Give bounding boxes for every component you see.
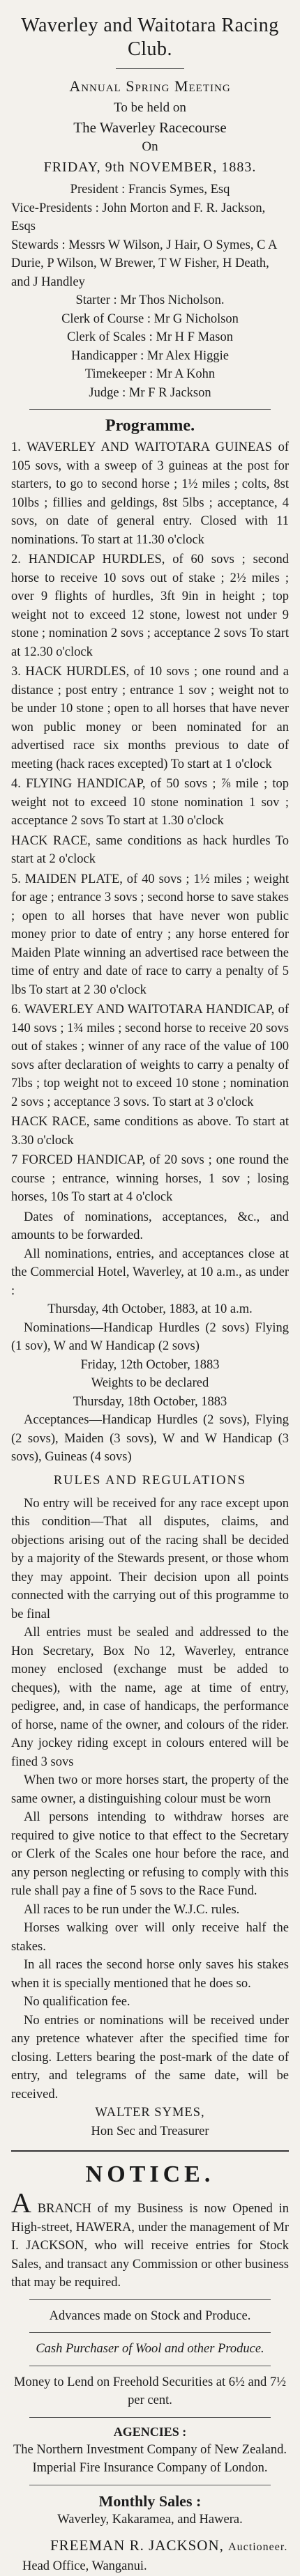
official-handicapper: Handicapper : Mr Alex Higgie <box>70 348 230 363</box>
programme-heading: Programme. <box>105 417 195 435</box>
on-line: On <box>142 139 158 154</box>
branch-text: BRANCH of my Business is now Opened in High-street, HAWERA, under the management of Mr I. JACKSON, who will receive entries for Stock Sales, and transact any Commission or other business that may be required. <box>11 2202 290 2290</box>
race-item: 6. WAVERLEY AND WAITOTARA HANDICAP, of 140 sovs ; 1¾ miles ; second horse to receive 20 sovs out of stakes ; winner of any race of the value of 100 sovs after declaration of weights to carry a penalty of 7lbs ; top weight not to exceed 10 stone ; nomination 2 sovs ; acceptance 3 sovs. To start at 3 o'clock <box>11 1003 289 1109</box>
rule-paragraph: No qualification fee. <box>24 1995 130 2009</box>
official-starter: Starter : Mr Thos Nicholson. <box>75 293 225 307</box>
auctioneer-title: Auctioneer. <box>228 2541 288 2553</box>
race-item: 4. FLYING HANDICAP, of 50 sovs ; ⅞ mile ; top weight not to exceed 10 stone nomination 1 sov ; acceptance 2 sovs To start at 1.30 o'clock <box>11 777 289 828</box>
rule-paragraph: When two or more horses start, the property of the same owner, a distinguishing colour must be worn <box>11 1773 289 1806</box>
agencies-heading: AGENCIES : <box>113 2424 187 2439</box>
official-timekeeper: Timekeeper : Mr A Kohn <box>84 367 216 381</box>
rule-paragraph: All entries must be sealed and addressed to the Hon Secretary, Box No 12, Waverley, entrance money enclosed (exchange must be added to cheques), with the name, age at time of entry, pedigree, and, in case of handicaps, the performance of horse, name of the owner, and colours of the rider. Any jockey riding except in colours entered will be fined 3 sovs <box>11 1626 289 1769</box>
rule-paragraph: All persons intending to withdraw horses are required to give notice to that effect to the Secretary or Clerk of the Scales one hour before the race, and any person neglecting or refusing to comply with this rule shall pay a fine of 5 sovs to the Race Fund. <box>11 1810 289 1898</box>
monthly-sales-heading: Monthly Sales : <box>98 2492 202 2510</box>
entry-date-line: Thursday, 4th October, 1883, at 10 a.m. <box>47 1302 253 1316</box>
rule-paragraph: No entries or nominations will be received under any pretence whatever after the specified time for closing. Letters bearing the post-mark of the date of entry, and telegrams of the same date, will be received. <box>11 2013 289 2101</box>
official-clerk-of-scales: Clerk of Scales : Mr H F Mason <box>67 330 233 344</box>
divider <box>29 2332 271 2333</box>
signature-title: Hon Sec and Treasurer <box>91 2124 209 2138</box>
entry-date-line: Friday, 12th October, 1883 <box>80 1357 220 1372</box>
divider <box>29 409 271 410</box>
signature-name: WALTER SYMES, <box>95 2106 205 2120</box>
entry-paragraph: Nominations—Handicap Hurdles (2 sovs) Flying (1 sov), W and W Handicap (2 sovs) <box>11 1320 289 1353</box>
divider <box>29 2417 271 2418</box>
entry-dates <box>11 1208 289 1467</box>
drop-cap: A <box>11 2187 31 2219</box>
rule-paragraph: No entry will be received for any race except upon this condition—That all disputes, claims, and objections arising out of the racing shall be decided by a majority of the Stewards present, or those whom they may appoint. Their decision upon all points connected with the carrying out of this programme to be final <box>11 1496 289 1621</box>
head-office: Head Office, Wanganui. <box>22 2559 147 2573</box>
rule-paragraph: All races to be run under the W.J.C. rules. <box>24 1902 240 1917</box>
money-to-lend-line: Money to Lend on Freehold Securities at 6½ and 7½ per cent. <box>14 2375 286 2407</box>
club-title: Waverley and Waitotara Racing Club. <box>21 15 279 60</box>
rule-paragraph: Horses walking over will only receive half the stakes. <box>11 1921 289 1954</box>
auctioneer-name: FREEMAN R. JACKSON, <box>50 2537 224 2554</box>
branch-paragraph <box>11 2187 290 2292</box>
rule-paragraph: In all races the second horse only saves his stakes when it is specially mentioned that he does so. <box>11 1958 289 1991</box>
divider <box>29 2299 271 2300</box>
racecourse-name: The Waverley Racecourse <box>73 119 227 136</box>
race-item: HACK RACE, same conditions as hack hurdles To start at 2 o'clock <box>11 833 289 866</box>
notice-heading: NOTICE. <box>85 2161 215 2187</box>
monthly-sales-places: Waverley, Kakaramea, and Hawera. <box>57 2512 243 2527</box>
divider <box>116 68 184 69</box>
race-item: 7 FORCED HANDICAP, of 20 sovs ; one round the course ; entrance, winning horses, 1 sov ; losing horses, 10s To start at 4 o'clock <box>11 1153 289 1204</box>
entry-paragraph: Dates of nominations, acceptances, &c., and amounts to be forwarded. <box>11 1210 289 1242</box>
section-divider <box>11 2150 289 2152</box>
rules-list <box>11 1495 289 2104</box>
rules-heading: RULES AND REGULATIONS <box>53 1473 247 1488</box>
race-item: 1. WAVERLEY AND WAITOTARA GUINEAS of 105 sovs, with a sweep of 3 guineas at the post for starters, to go to second horse ; 1½ miles ; colts, 8st 10lbs ; fillies and geldings, 8st 5lbs ; acceptance, 4 sovs, on date of general entry. Closed with 11 nominations. To start at 11.30 o'clock <box>11 440 289 547</box>
meeting-date: FRIDAY, 9th NOVEMBER, 1883. <box>43 160 257 175</box>
entry-date-line: Thursday, 18th October, 1883 <box>73 1394 227 1409</box>
agency-item: Imperial Fire Insurance Company of London. <box>32 2461 268 2475</box>
entry-paragraph: Acceptances—Handicap Hurdles (2 sovs), Flying (2 sovs), Maiden (3 sovs), W and W Handicap (3 sovs), Guineas (4 sovs) <box>11 1413 289 1464</box>
officials-list <box>11 180 289 402</box>
official-stewards: Stewards : Messrs W Wilson, J Hair, O Symes, C A Durie, P Wilson, W Brewer, T W Fisher, H Death, and J Handley <box>11 238 277 289</box>
race-list <box>11 438 289 1207</box>
race-item: 2. HANDICAP HURDLES, of 60 sovs ; second horse to receive 10 sovs out of stake ; 2½ miles ; over 9 flights of hurdles, 3ft 9in in height ; top weight not to exceed 12 stone, lowest not under 9 stone ; nomination 2 sovs ; acceptance 2 sovs To start at 12.30 o'clock <box>11 553 289 659</box>
race-item: 3. HACK HURDLES, of 10 sovs ; one round and a distance ; post entry ; entrance 1 sov ; weight not to be under 10 stone ; open to all horses that have never won public money or been nominated for an advertised race six months previous to date of meeting (hack races excepted) To start at 1 o'clock <box>11 665 289 771</box>
agency-item: The Northern Investment Company of New Zealand. <box>13 2442 287 2457</box>
advances-line: Advances made on Stock and Produce. <box>49 2308 251 2323</box>
official-clerk-of-course: Clerk of Course : Mr G Nicholson <box>61 311 239 326</box>
to-be-held-line: To be held on <box>114 100 186 115</box>
entry-date-line: Weights to be declared <box>91 1376 209 1390</box>
official-judge: Judge : Mr F R Jackson <box>89 385 211 400</box>
cash-purchaser-line: Cash Purchaser of Wool and other Produce. <box>36 2342 264 2356</box>
race-item: 5. MAIDEN PLATE, of 40 sovs ; 1½ miles ; weight for age ; entrance 3 sovs ; second horse to save stakes ; open to all horses that have never won public money prior to date of entry ; any horse entered for Maiden Plate winning an advertised race between the time of entry and date of race to carry a penalty of 5 lbs To start at 2 30 o'clock <box>11 872 289 997</box>
official-president: President : Francis Symes, Esq <box>70 183 230 196</box>
meeting-title: Annual Spring Meeting <box>69 77 231 95</box>
official-vice-presidents: Vice-Presidents : John Morton and F. R. Jackson, Esqs <box>11 201 266 233</box>
entry-paragraph: All nominations, entries, and acceptances close at the Commercial Hotel, Waverley, at 10 a.m., as under : <box>11 1247 289 1298</box>
race-item: HACK RACE, same conditions as above. To start at 3.30 o'clock <box>11 1115 289 1148</box>
